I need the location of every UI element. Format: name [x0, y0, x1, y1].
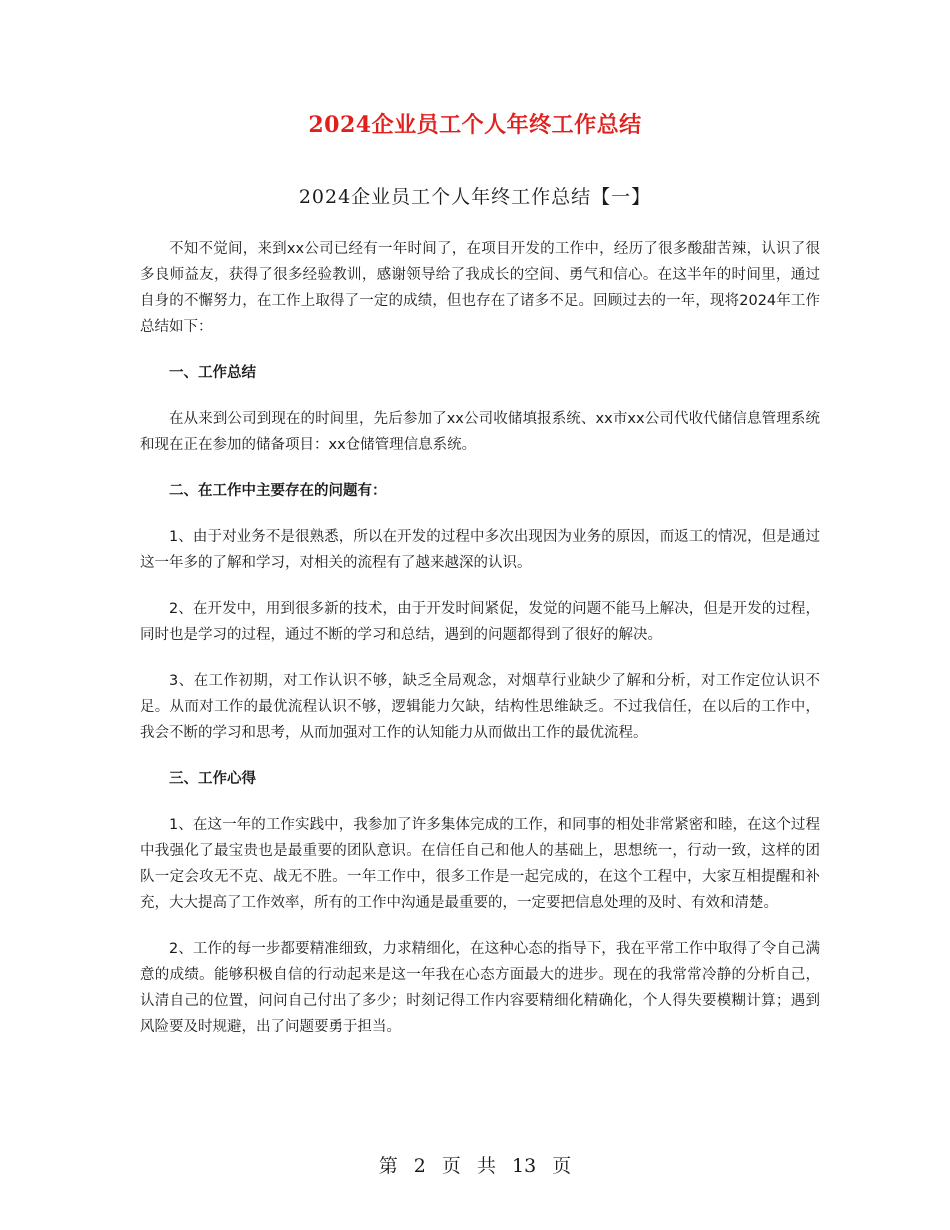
intro-paragraph: 不知不觉间，来到xx公司已经有一年时间了，在项目开发的工作中，经历了很多酸甜苦辣，认识了很多良师益友，获得了很多经验教训，感谢领导给了我成长的空间、勇气和信心。在这半年的时间里，通过自身的不懈努力，在工作上取得了一定的成绩，但也存在了诸多不足。回顾过去的一年，现将2024年工作总结如下：	[140, 241, 820, 335]
section-heading: 二、在工作中主要存在的问题有：	[169, 483, 387, 499]
current-page-number: 2	[413, 1155, 426, 1177]
document-subtitle: 2024企业员工个人年终工作总结【一】	[298, 186, 652, 208]
section-paragraph: 2、在开发中，用到很多新的技术，由于开发时间紧促，发觉的问题不能马上解决，但是开发的过程，同时也是学习的过程，通过不断的学习和总结，遇到的问题都得到了很好的解决。	[140, 601, 820, 643]
document-body	[140, 236, 820, 1060]
footer-gong: 共	[476, 1155, 496, 1177]
page-footer	[0, 1151, 950, 1178]
footer-di: 第	[378, 1155, 398, 1177]
footer-ye: 页	[441, 1155, 461, 1177]
section-heading: 三、工作心得	[169, 771, 256, 787]
section-paragraph: 1、在这一年的工作实践中，我参加了许多集体完成的工作，和同事的相处非常紧密和睦，在这个过程中我强化了最宝贵也是最重要的团队意识。在信任自己和他人的基础上，思想统一，行动一致，这样的团队一定会攻无不克、战无不胜。一年工作中，很多工作是一起完成的，在这个工程中，大家互相提醒和补充，大大提高了工作效率，所有的工作中沟通是最重要的，一定要把信息处理的及时、有效和清楚。	[140, 817, 820, 911]
section-paragraph: 2、工作的每一步都要精准细致，力求精细化，在这种心态的指导下，我在平常工作中取得了令自己满意的成绩。能够积极自信的行动起来是这一年我在心态方面最大的进步。现在的我常常冷静的分析自己，认清自己的位置，问问自己付出了多少；时刻记得工作内容要精细化精确化，个人得失要模糊计算；遇到风险要及时规避，出了问题要勇于担当。	[140, 941, 820, 1035]
section-paragraph: 在从来到公司到现在的时间里，先后参加了xx公司收储填报系统、xx市xx公司代收代储信息管理系统和现在正在参加的储备项目：xx仓储管理信息系统。	[140, 411, 820, 453]
section-paragraph: 3、在工作初期，对工作认识不够，缺乏全局观念，对烟草行业缺少了解和分析，对工作定位认识不足。从而对工作的最优流程认识不够，逻辑能力欠缺，结构性思维缺乏。不过我信任，在以后的工作中，我会不断的学习和思考，从而加强对工作的认知能力从而做出工作的最优流程。	[140, 673, 820, 741]
total-pages-number: 13	[512, 1155, 537, 1177]
document-title: 2024企业员工个人年终工作总结	[308, 112, 642, 138]
footer-ye: 页	[552, 1155, 572, 1177]
section-heading: 一、工作总结	[169, 365, 256, 381]
section-paragraph: 1、由于对业务不是很熟悉，所以在开发的过程中多次出现因为业务的原因，而返工的情况，但是通过这一年多的了解和学习，对相关的流程有了越来越深的认识。	[140, 529, 820, 571]
